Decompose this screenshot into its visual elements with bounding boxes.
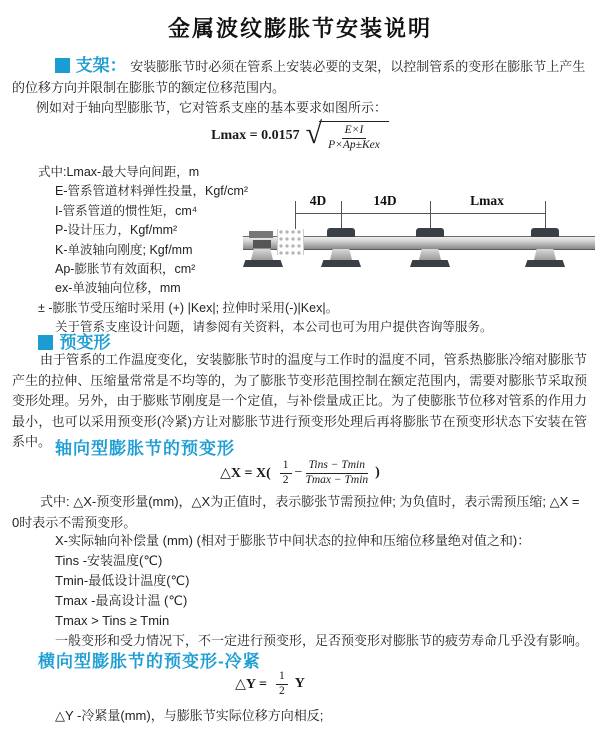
dimension-line (295, 213, 545, 214)
support-pedestal (330, 249, 352, 260)
section-marker-icon (55, 58, 70, 73)
definition-line: X-实际轴向补偿量 (mm) (相对于膨胀节中间状态的拉伸和压缩位移量绝对值之和)： (55, 533, 531, 548)
page-title: 金属波纹膨胀节安装说明 (167, 16, 432, 41)
fraction-denominator: 2 (282, 473, 289, 486)
anchor-pedestal (251, 249, 273, 260)
dimension-label-lmax: Lmax (470, 193, 504, 208)
definition-line: I-管系管道的惯性矩，cm⁴ (55, 203, 198, 218)
minus-sign: − (294, 465, 303, 481)
definition-line: K-单波轴向刚度; Kgf/mm (55, 242, 193, 257)
definition-line: Ap-膨胀节有效面积，cm² (55, 262, 196, 277)
predeform-body-paragraph: 由于管系的工作温度变化，安装膨胀节时的温度与工作时的温度不同，管系热膨胀冷缩对膨胀节产生的拉伸、压缩量常常是不均等的，为了膨胀节变形范围控制在额定范围内，需要对膨胀节采取预变形处理。另外，由于膨账节刚度是一个定值，与补偿量成正比。为了使膨胀节位移对管系的作用力最小，也可以采用预变形(冷紧)方让对膨胀节进行预变形处理后再将膨胀节在预变形状态下安装在管系中。 (12, 352, 587, 450)
predeform-section-heading: 预变形 (59, 333, 111, 352)
lateral-note-line: △Y -冷紧量(mm)，与膨胀节实际位移方向相反; (55, 708, 324, 723)
axial-formula-pre: △X = X( (220, 465, 271, 481)
radicand-fraction (328, 124, 380, 153)
bellows-expansion-joint (277, 229, 304, 255)
fraction-denominator: 2 (278, 684, 285, 697)
lateral-formula-post: Y (294, 676, 305, 692)
support-pedestal (419, 249, 441, 260)
fraction-numerator: E×I (342, 124, 367, 139)
one-half-fraction (280, 459, 292, 488)
support-cap (327, 228, 355, 237)
definition-line: P-设计压力，Kgf/mm² (55, 223, 178, 238)
support-base (525, 260, 565, 267)
support-base (410, 260, 450, 267)
anchor-flange (249, 231, 273, 238)
one-half-fraction (276, 670, 288, 699)
axial-note-paragraph: 式中: △X-预变形量(mm)，△X为正值时，表示膨张节需预拉伸; 为负值时，表示需预压缩; △X = 0时表示不需预变形。 (12, 494, 580, 530)
definition-line: 关于管系支座设计问题，请参阅有关资料，本公司也可为用户提供咨询等服务。 (55, 320, 493, 335)
section-marker-icon (38, 335, 53, 350)
radical-sign: √ (305, 117, 323, 150)
dimension-label-14d: 14D (373, 193, 397, 208)
pipe-support-diagram (243, 193, 597, 285)
axial-definition-list (55, 531, 590, 651)
fraction-denominator: Tmax − Tmin (305, 473, 369, 486)
definition-line: E-管系管道材料弹性投量，Kgf/cm² (55, 184, 249, 199)
fraction-numerator: 1 (276, 670, 288, 685)
definition-line: Tmax > Tins ≥ Tmin (55, 613, 170, 628)
support-intro-text: 安装膨胀节时必须在管系上安装必要的支架，以控制管系的变形在膨胀节上产生的位移方向并限制在膨胀节的额定位移范围内。 (12, 59, 586, 95)
axial-formula (0, 459, 600, 488)
support-cap (416, 228, 444, 237)
definition-line: Tmax -最高设计温 (℃) (55, 593, 188, 608)
fraction-numerator: Tins − Tmin (306, 459, 368, 474)
definition-line: Tmin-最低设计温度(℃) (55, 573, 190, 588)
radicand (319, 121, 389, 153)
support-section-heading: 支架： (75, 56, 127, 75)
definition-line: 一般变形和受力情况下，不一定进行预变形，足否预变形对膨胀节的疲劳寿命几乎没有影响。 (55, 633, 589, 648)
definition-line: Tins -安装温度(℃) (55, 553, 163, 568)
lmax-formula (0, 117, 600, 153)
support-pedestal (534, 249, 556, 260)
anchor-block (253, 240, 271, 248)
dimension-label-4d: 4D (309, 193, 327, 208)
axial-formula-post: ) (375, 465, 380, 481)
support-cap (531, 228, 559, 237)
definition-line: ex-单波轴向位移，mm (55, 281, 181, 296)
lateral-formula-pre: △Y = (235, 676, 267, 692)
fraction-denominator: P×Ap±Kex (328, 138, 380, 151)
definition-line: 式中:Lmax-最大导向间距，m (38, 165, 200, 179)
support-example-line: 例如对于轴向型膨胀节，它对管系支座的基本要求如图所示： (36, 100, 388, 115)
support-base (321, 260, 361, 267)
fraction-numerator: 1 (280, 459, 292, 474)
axial-subheading: 轴向型膨胀节的预变形 (55, 439, 235, 458)
definition-line: ± -膨胀节受压缩时采用 (+) |Kex|; 拉伸时采用(-)|Kex|。 (38, 300, 339, 315)
temperature-fraction (305, 459, 368, 488)
lateral-subheading: 横向型膨胀节的预变形-冷紧 (38, 652, 261, 671)
anchor-base (243, 260, 283, 267)
lmax-formula-lhs: Lmax = 0.0157 (211, 128, 300, 144)
lateral-formula (0, 670, 540, 699)
sqrt-expression (305, 117, 389, 153)
support-intro-paragraph (12, 55, 586, 98)
